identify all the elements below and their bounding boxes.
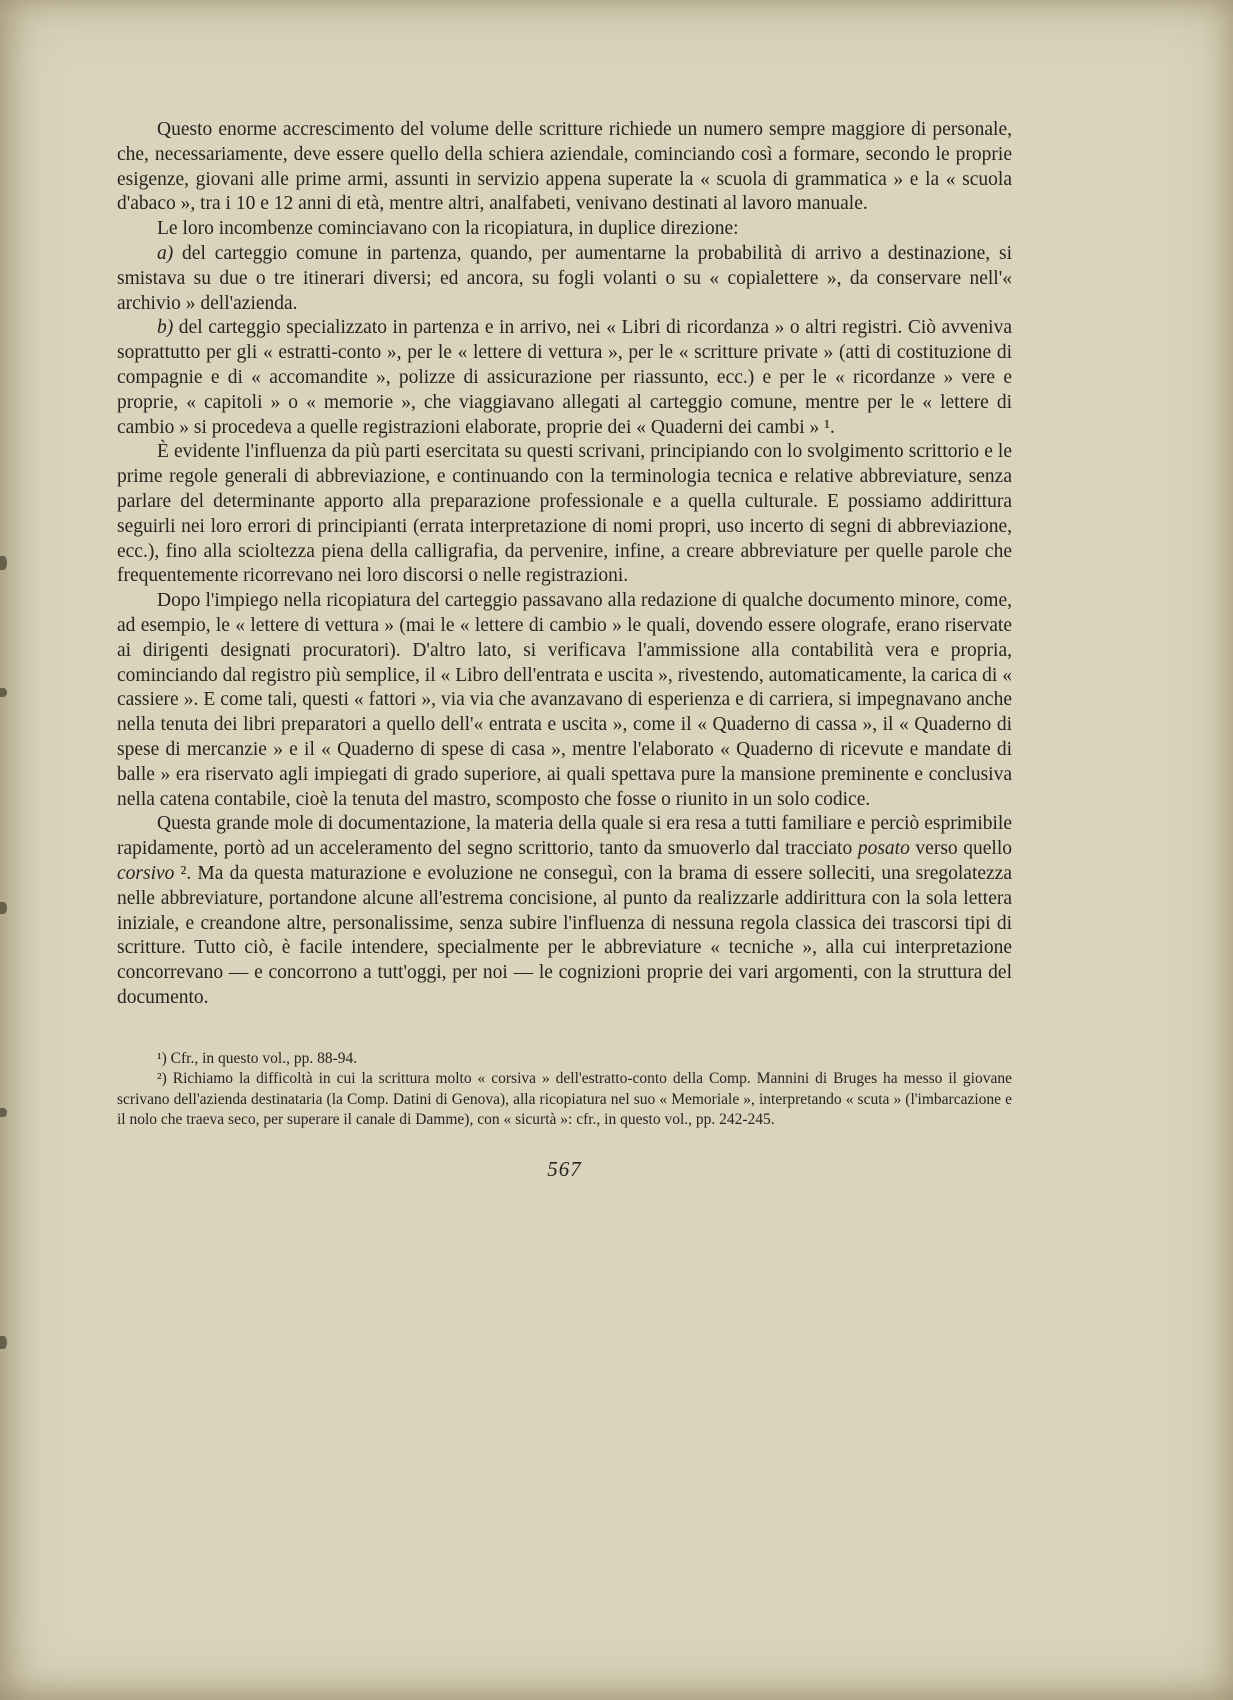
text-run: Le loro incombenze cominciavano con la ricopiatura, in duplice direzione: bbox=[157, 218, 739, 240]
scan-speck bbox=[0, 1108, 7, 1117]
paragraph bbox=[117, 589, 1012, 812]
page-number: 567 bbox=[547, 1156, 582, 1181]
text-run: verso quello bbox=[909, 838, 1012, 860]
footnote bbox=[117, 1069, 1012, 1131]
paragraph bbox=[117, 217, 1012, 242]
italic-text-run: b) bbox=[157, 317, 174, 339]
footnotes bbox=[117, 1049, 1012, 1131]
paragraph bbox=[117, 812, 1012, 1010]
text-run: ¹) Cfr., in questo vol., pp. 88-94. bbox=[157, 1049, 358, 1067]
italic-text-run: a) bbox=[157, 242, 174, 264]
scan-speck bbox=[0, 688, 7, 697]
body-text bbox=[117, 118, 1012, 1011]
text-run: ². Ma da questa maturazione e evoluzione ne conseguì, con la brama di essere solleciti, una sregolatezza nelle abbreviature, portandone alcune all'estrema concisione, al punto da realizzarle addirittura con la sola lettera iniziale, e creandone altre, personalissime, senza subire l'influenza di nessuna regola classica dei trascorsi tipi di scritture. Tutto ciò, è facile intendere, specialmente per le abbreviature « tecniche », alla cui interpretazione concorrevano — e concorrono a tutt'oggi, per noi — le cognizioni proprie dei vari argomenti, con la struttura del documento. bbox=[117, 862, 1012, 1008]
text-run: Dopo l'impiego nella ricopiatura del carteggio passavano alla redazione di qualche documento minore, come, ad esempio, le « lettere di vettura » (mai le « lettere di cambio » le quali, dovendo essere olografe, erano riservate ai dirigenti designati procuratori). D'altro lato, si verificava l'ammissione alla contabilità vera e propria, cominciando dal registro più semplice, il « Libro dell'entrata e uscita », rivestendo, automaticamente, la carica di « cassiere ». E come tali, questi « fattori », via via che avanzavano di esperienza e di carriera, si impegnavano anche nella tenuta dei libri preparatori a quello dell'« entrata e uscita », come il « Quaderno di cassa », il « Quaderno di spese di mercanzie » e il « Quaderno di spese di casa », mentre l'elaborato « Quaderno di ricevute e mandate di balle » era riservato agli impiegati di grado superiore, ai quali spettava pure la mansione preminente e conclusiva nella catena contabile, cioè la tenuta del mastro, scomposto che fosse o riunito in un solo codice. bbox=[117, 590, 1012, 810]
footnote bbox=[117, 1049, 1012, 1070]
paragraph bbox=[117, 316, 1012, 440]
text-run: Questo enorme accrescimento del volume delle scritture richiede un numero sempre maggiore di personale, che, necessariamente, deve essere quello della schiera aziendale, cominciando così a formare, secondo le proprie esigenze, giovani alle prime armi, assunti in servizio appena superate la « scuola di grammatica » e la « scuola d'abaco », tra i 10 e 12 anni di età, mentre altri, analfabeti, venivano destinati al lavoro manuale. bbox=[117, 119, 1012, 215]
text-run: Questa grande mole di documentazione, la materia della quale si era resa a tutti familiare e perciò esprimibile rapidamente, portò ad un acceleramento del segno scrittorio, tanto da smuoverlo dal tracciato bbox=[117, 813, 1012, 860]
scan-speck bbox=[0, 556, 7, 570]
text-run: del carteggio comune in partenza, quando, per aumentarne la probabilità di arrivo a destinazione, si smistava su due o tre itinerari diversi; ed ancora, su fogli volanti o su « copialettere », da conservare nell'« archivio » dell'azienda. bbox=[117, 242, 1012, 314]
text-run: del carteggio specializzato in partenza e in arrivo, nei « Libri di ricordanza » o altri registri. Ciò avveniva soprattutto per gli « estratti-conto », per le « lettere di vettura », per le « scritture private » (atti di costituzione di compagnie e di « accomandite », polizze di assicurazione per riassunto, ecc.) e per le « ricordanze » vere e proprie, « capitoli » o « memorie », che viaggiavano allegati al carteggio comune, mentre per le « lettere di cambio » si procedeva a quelle registrazioni elaborate, proprie dei « Quaderni dei cambi » ¹. bbox=[117, 317, 1012, 438]
italic-text-run: corsivo bbox=[117, 862, 175, 884]
italic-text-run: posato bbox=[857, 838, 910, 860]
paragraph bbox=[117, 440, 1012, 589]
scan-speck bbox=[0, 1336, 7, 1349]
text-run: È evidente l'influenza da più parti esercitata su questi scrivani, principiando con lo svolgimento scrittorio e le prime regole generali di abbreviazione, e continuando con la terminologia tecnica e relative abbreviature, senza parlare del determinante apporto alla preparazione professionale e a quella culturale. E possiamo addirittura seguirli nei loro errori di principianti (errata interpretazione di nomi propri, uso incerto di segni di abbreviazione, ecc.), fino alla scioltezza piena della calligrafia, da pervenire, infine, a creare abbreviature per quelle parole che frequentemente ricorrevano nei loro discorsi o nelle registrazioni. bbox=[117, 441, 1012, 587]
scan-speck bbox=[0, 902, 7, 914]
paragraph bbox=[117, 242, 1012, 316]
text-run: ²) Richiamo la difficoltà in cui la scrittura molto « corsiva » dell'estratto-conto della Comp. Mannini di Bruges ha messo il giovane scrivano dell'azienda destinataria (la Comp. Datini di Genova), alla ricopiatura nel suo « Memoriale », interpretando « scuta » (l'imbarcazione e il nolo che traeva seco, per superare il canale di Damme), con « sicurtà »: cfr., in questo vol., pp. 242-245. bbox=[117, 1070, 1012, 1129]
paragraph bbox=[117, 118, 1012, 217]
